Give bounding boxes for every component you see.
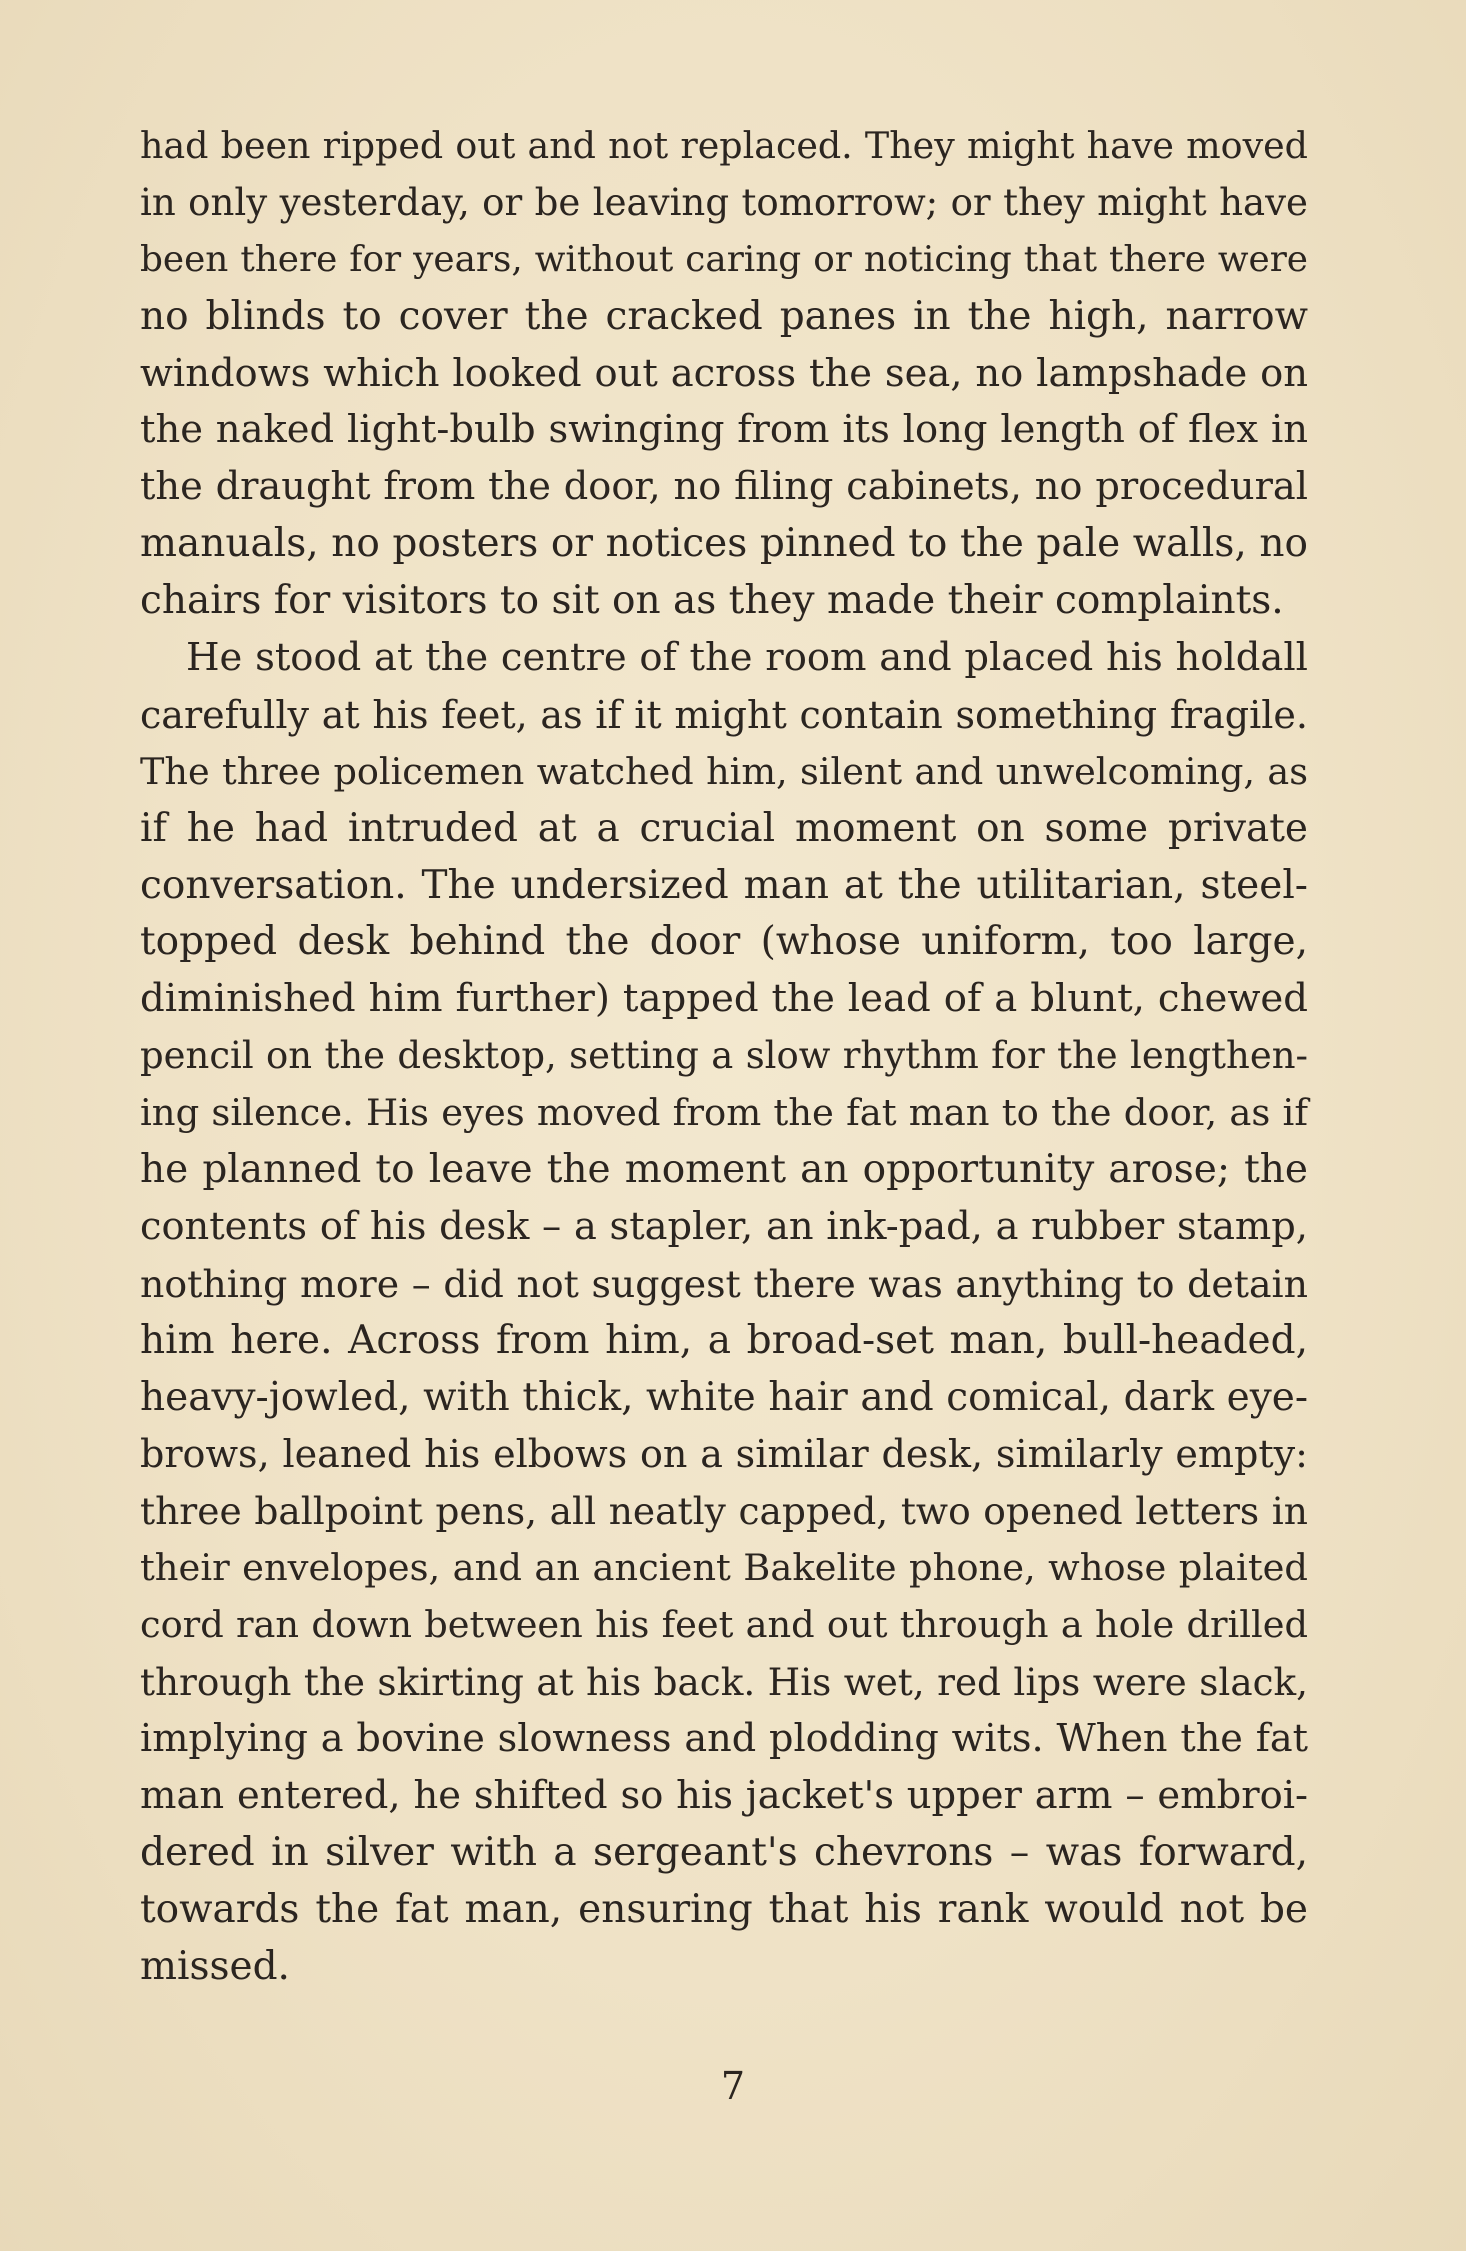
paragraph-2 [140, 630, 1308, 1995]
text-line: missed. [140, 1943, 290, 1989]
text-line: dered in silver with a sergeant's chevrons – was forward, [140, 1829, 1308, 1875]
text-line: towards the fat man, ensuring that his rank would not be [140, 1886, 1308, 1932]
text-line: implying a bovine slowness and plodding wits. When the fat [140, 1716, 1308, 1761]
text-line: ing silence. His eyes moved from the fat man to the door, as if [140, 1091, 1308, 1135]
page-number: 7 [720, 2064, 746, 2108]
text-line: contents of his desk – a stapler, an ink-pad, a rubber stamp, [140, 1203, 1308, 1249]
text-line: nothing more – did not suggest there was anything to detain [140, 1261, 1308, 1306]
text-line: He stood at the centre of the room and placed his holdall [186, 635, 1308, 681]
text-line: chairs for visitors to sit on as they made their complaints. [140, 578, 1284, 624]
text-line: the draught from the door, no filing cabinets, no procedural [140, 464, 1308, 510]
text-line: heavy-jowled, with thick, white hair and comical, dark eye- [140, 1374, 1308, 1420]
text-line: had been ripped out and not replaced. They might have moved [140, 124, 1308, 167]
text-line: the naked light-bulb swinging from its long length of flex in [140, 407, 1308, 453]
paragraph-1 [140, 118, 1308, 630]
text-line: through the skirting at his back. His wet, red lips were slack, [140, 1660, 1308, 1705]
text-line: windows which looked out across the sea, no lampshade on [140, 350, 1308, 396]
text-line: three ballpoint pens, all neatly capped, two opened letters in [140, 1489, 1308, 1534]
text-line: manuals, no posters or notices pinned to the pale walls, no [140, 521, 1308, 567]
text-line: topped desk behind the door (whose uniform, too large, [140, 919, 1308, 965]
text-line: The three policemen watched him, silent and unwelcoming, as [140, 749, 1308, 793]
text-line: carefully at his feet, as if it might contain something fragile. [140, 692, 1308, 737]
text-line: cord ran down between his feet and out through a hole drilled [140, 1603, 1308, 1647]
text-line: conversation. The undersized man at the utilitarian, steel- [140, 862, 1308, 908]
text-line: he planned to leave the moment an opportunity arose; the [140, 1147, 1308, 1193]
text-line: diminished him further) tapped the lead of a blunt, chewed [140, 976, 1308, 1022]
text-line: man entered, he shifted so his jacket's upper arm – embroi- [140, 1772, 1308, 1818]
text-line: him here. Across from him, a broad-set man, bull-headed, [140, 1317, 1308, 1363]
text-line: in only yesterday, or be leaving tomorrow; or they might have [140, 180, 1308, 224]
text-line: brows, leaned his elbows on a similar desk, similarly empty: [140, 1432, 1308, 1477]
text-line: their envelopes, and an ancient Bakelite phone, whose plaited [140, 1546, 1308, 1590]
text-line: been there for years, without caring or noticing that there were [140, 238, 1308, 280]
text-line: no blinds to cover the cracked panes in the high, narrow [140, 293, 1308, 339]
text-line: pencil on the desktop, setting a slow rhythm for the lengthen- [140, 1034, 1308, 1078]
body-text [140, 118, 1308, 1995]
text-line: if he had intruded at a crucial moment on some private [140, 805, 1308, 851]
